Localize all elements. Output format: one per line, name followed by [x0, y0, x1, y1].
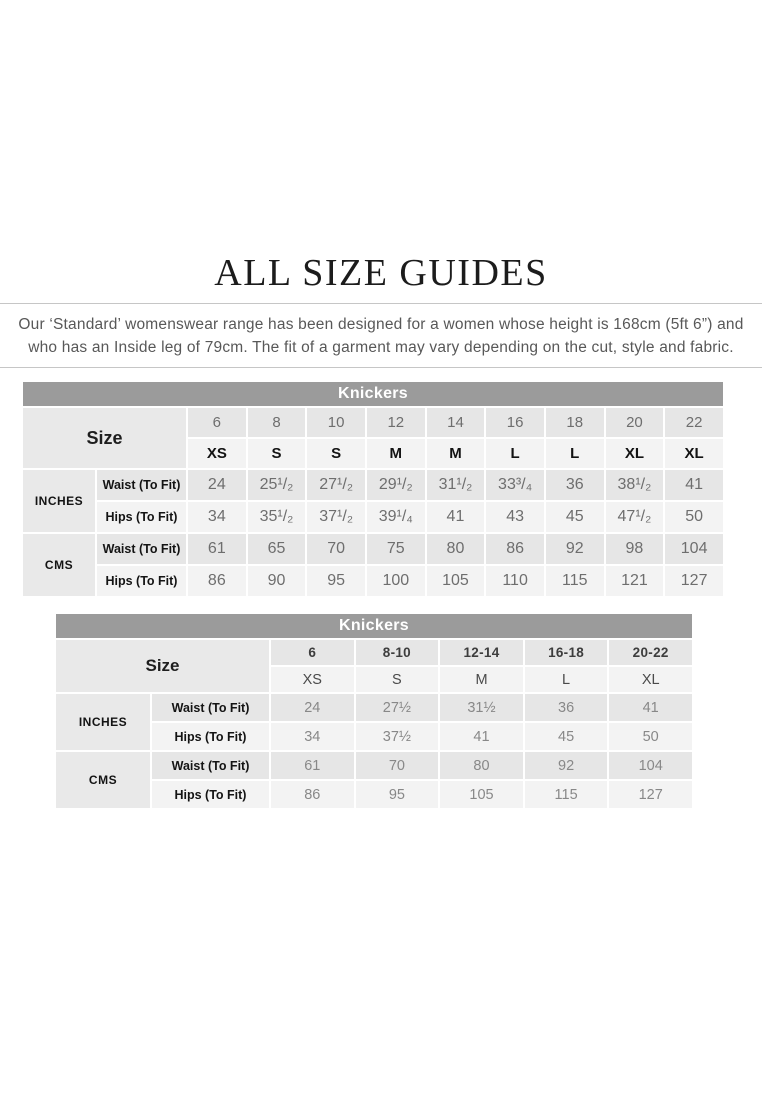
size-letter: S	[306, 438, 366, 469]
cms-hips-row	[55, 780, 693, 809]
measure-value: 75	[366, 533, 426, 565]
inches-hips-row	[55, 722, 693, 751]
unit-group-label: INCHES	[22, 469, 96, 533]
measure-label: Hips (To Fit)	[151, 780, 270, 809]
measure-value: 86	[270, 780, 355, 809]
size-number: 6	[187, 407, 247, 438]
cms-waist-row	[55, 751, 693, 780]
cms-hips-row	[22, 565, 724, 597]
measure-value: 43	[485, 501, 545, 533]
measure-value: 121	[605, 565, 665, 597]
measure-value: 45	[545, 501, 605, 533]
size-number: 6	[270, 639, 355, 666]
size-letter: XL	[605, 438, 665, 469]
size-letter: L	[524, 666, 609, 693]
measure-value: 31½	[439, 693, 524, 722]
table-title: Knickers	[22, 381, 724, 407]
measure-value: 36	[524, 693, 609, 722]
page-title: ALL SIZE GUIDES	[214, 252, 548, 294]
measure-value: 95	[306, 565, 366, 597]
size-header: Size	[55, 639, 270, 693]
measure-value: 65	[247, 533, 307, 565]
size-letter: M	[366, 438, 426, 469]
size-number: 16	[485, 407, 545, 438]
measure-value: 37¹/₂	[306, 501, 366, 533]
cms-waist-row	[22, 533, 724, 565]
measure-value: 41	[439, 722, 524, 751]
knickers-size-table-detailed	[21, 380, 725, 598]
measure-value: 115	[524, 780, 609, 809]
measure-value: 37½	[355, 722, 440, 751]
numeric-size-row	[55, 639, 693, 666]
measure-value: 39¹/₄	[366, 501, 426, 533]
divider-top	[0, 303, 762, 304]
size-letter: S	[355, 666, 440, 693]
size-letter: M	[439, 666, 524, 693]
measure-value: 27½	[355, 693, 440, 722]
measure-value: 104	[664, 533, 724, 565]
unit-group-label: CMS	[55, 751, 151, 809]
measure-value: 41	[426, 501, 486, 533]
measure-value: 36	[545, 469, 605, 501]
size-letter: L	[485, 438, 545, 469]
measure-value: 127	[608, 780, 693, 809]
measure-value: 95	[355, 780, 440, 809]
inches-waist-row	[22, 469, 724, 501]
size-number: 8	[247, 407, 307, 438]
measure-value: 98	[605, 533, 665, 565]
divider-bottom	[0, 367, 762, 368]
measure-value: 86	[485, 533, 545, 565]
measure-label: Waist (To Fit)	[151, 751, 270, 780]
intro-line-1: Our ‘Standard’ womenswear range has been designed for a women whose height is 168cm (5ft 6”) and	[18, 316, 744, 333]
measure-value: 45	[524, 722, 609, 751]
measure-value: 24	[187, 469, 247, 501]
measure-label: Waist (To Fit)	[96, 469, 187, 501]
measure-value: 41	[664, 469, 724, 501]
intro-paragraph	[7, 313, 755, 359]
knickers-size-table-grouped	[54, 612, 694, 810]
size-letter: M	[426, 438, 486, 469]
measure-value: 61	[270, 751, 355, 780]
size-number: 8-10	[355, 639, 440, 666]
unit-group-label: CMS	[22, 533, 96, 597]
measure-value: 70	[306, 533, 366, 565]
measure-value: 80	[439, 751, 524, 780]
measure-value: 105	[439, 780, 524, 809]
measure-value: 92	[545, 533, 605, 565]
size-header: Size	[22, 407, 187, 469]
measure-value: 50	[664, 501, 724, 533]
table-title-row	[55, 613, 693, 639]
measure-value: 41	[608, 693, 693, 722]
top-spacer	[0, 0, 762, 250]
measure-value: 92	[524, 751, 609, 780]
measure-value: 115	[545, 565, 605, 597]
size-number: 12-14	[439, 639, 524, 666]
size-number: 10	[306, 407, 366, 438]
measure-label: Waist (To Fit)	[151, 693, 270, 722]
measure-value: 35¹/₂	[247, 501, 307, 533]
measure-value: 110	[485, 565, 545, 597]
measure-value: 104	[608, 751, 693, 780]
measure-value: 34	[187, 501, 247, 533]
size-number: 20-22	[608, 639, 693, 666]
size-number: 22	[664, 407, 724, 438]
measure-value: 25¹/₂	[247, 469, 307, 501]
size-letter: XL	[608, 666, 693, 693]
measure-value: 24	[270, 693, 355, 722]
measure-value: 105	[426, 565, 486, 597]
inches-hips-row	[22, 501, 724, 533]
measure-label: Hips (To Fit)	[96, 565, 187, 597]
measure-value: 100	[366, 565, 426, 597]
measure-value: 38¹/₂	[605, 469, 665, 501]
measure-value: 70	[355, 751, 440, 780]
measure-value: 33³/₄	[485, 469, 545, 501]
measure-value: 29¹/₂	[366, 469, 426, 501]
table-title: Knickers	[55, 613, 693, 639]
measure-value: 90	[247, 565, 307, 597]
measure-value: 61	[187, 533, 247, 565]
size-number: 14	[426, 407, 486, 438]
size-letter: XS	[270, 666, 355, 693]
measure-value: 34	[270, 722, 355, 751]
measure-value: 31¹/₂	[426, 469, 486, 501]
inches-waist-row	[55, 693, 693, 722]
measure-value: 86	[187, 565, 247, 597]
size-number: 12	[366, 407, 426, 438]
measure-value: 80	[426, 533, 486, 565]
size-number: 20	[605, 407, 665, 438]
measure-value: 47¹/₂	[605, 501, 665, 533]
size-number: 18	[545, 407, 605, 438]
unit-group-label: INCHES	[55, 693, 151, 751]
size-letter: XS	[187, 438, 247, 469]
measure-label: Hips (To Fit)	[96, 501, 187, 533]
numeric-size-row	[22, 407, 724, 438]
size-letter: L	[545, 438, 605, 469]
size-letter: XL	[664, 438, 724, 469]
measure-value: 50	[608, 722, 693, 751]
size-letter: S	[247, 438, 307, 469]
measure-label: Hips (To Fit)	[151, 722, 270, 751]
intro-line-2: who has an Inside leg of 79cm. The fit of a garment may vary depending on the cut, style and fabric.	[28, 339, 734, 356]
measure-value: 27¹/₂	[306, 469, 366, 501]
table-title-row	[22, 381, 724, 407]
measure-value: 127	[664, 565, 724, 597]
measure-label: Waist (To Fit)	[96, 533, 187, 565]
size-number: 16-18	[524, 639, 609, 666]
